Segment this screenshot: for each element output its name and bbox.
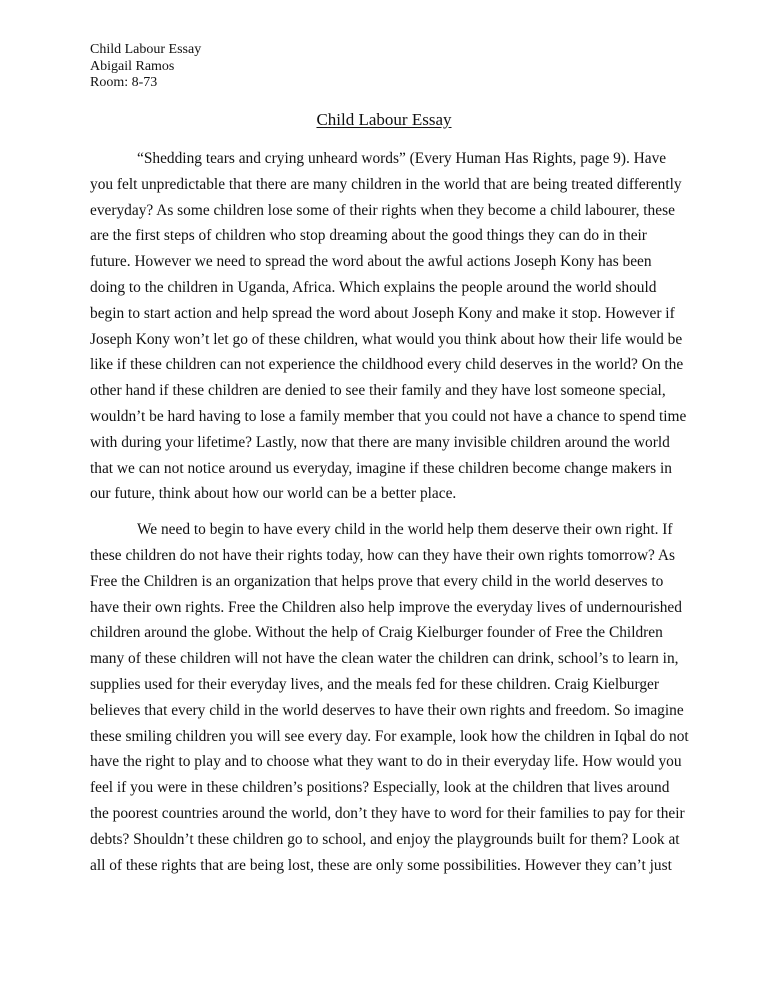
text-line: all of these rights that are being lost, these are only some possibilities. However they can’t just — [90, 856, 672, 874]
text-line: doing to the children in Uganda, Africa. Which explains the people around the world should — [90, 278, 657, 296]
paragraph-2 — [90, 517, 690, 878]
text-line: believes that every child in the world deserves to have their own rights and freedom. So imagine — [90, 701, 684, 719]
text-line: “Shedding tears and crying unheard words” (Every Human Has Rights, page 9). Have — [137, 150, 667, 167]
text-line: supplies used for their everyday lives, and the meals fed for these children. Craig Kielburger — [90, 675, 659, 693]
text-line: We need to begin to have every child in the world help them deserve their own right. If — [137, 521, 673, 539]
header-room: Room: 8-73 — [90, 75, 158, 90]
text-line: Free the Children is an organization that helps prove that every child in the world deserves to — [90, 572, 664, 590]
document-header — [90, 42, 201, 92]
paragraph-1 — [90, 146, 690, 507]
text-line: begin to start action and help spread the word about Joseph Kony and make it stop. However if — [90, 304, 675, 322]
text-line: feel if you were in these children’s positions? Especially, look at the children that lives around — [90, 779, 670, 797]
header-author: Abigail Ramos — [90, 58, 175, 74]
text-line: many of these children will not have the clean water the children can drink, school’s to learn in, — [90, 650, 679, 668]
text-line: Joseph Kony won’t let go of these children, what would you think about how their life would be — [90, 330, 683, 348]
text-line: debts? Shouldn’t these children go to school, and enjoy the playgrounds built for them? Look at — [90, 830, 680, 848]
text-line: with during your lifetime? Lastly, now that there are many invisible children around the world — [90, 433, 670, 451]
text-line: these smiling children you will see every day. For example, look how the children in Iqbal do not — [90, 727, 689, 745]
text-line: have the right to play and to choose what they want to do in their everyday life. How would you — [90, 753, 682, 771]
text-line: these children do not have their rights today, how can they have their own rights tomorrow? As — [90, 546, 675, 564]
text-line: are the first steps of children who stop dreaming about the good things they can do in their — [90, 227, 647, 245]
text-line: that we can not notice around us everyday, imagine if these children become change makers in — [90, 459, 672, 477]
text-line: children around the globe. Without the help of Craig Kielburger founder of Free the Children — [90, 624, 663, 642]
essay-body — [90, 146, 690, 878]
text-line: wouldn’t be hard having to lose a family member that you could not have a chance to spend time — [90, 407, 687, 425]
essay-title-text: Child Labour Essay — [316, 110, 452, 129]
header-essay-name: Child Labour Essay — [90, 42, 202, 57]
text-line: you felt unpredictable that there are many children in the world that are being treated differently — [90, 175, 682, 193]
essay-title — [0, 108, 768, 132]
text-line: other hand if these children are denied to see their family and they have lost someone special, — [90, 382, 666, 400]
text-line: have their own rights. Free the Children also help improve the everyday lives of undernourished — [90, 598, 682, 616]
text-line: the poorest countries around the world, don’t they have to word for their families to pay for their — [90, 804, 685, 822]
paragraph-spacer — [90, 507, 690, 517]
text-line: everyday? As some children lose some of their rights when they become a child labourer, these — [90, 201, 675, 219]
text-line: like if these children can not experience the childhood every child deserves in the world? On the — [90, 356, 684, 374]
text-line: future. However we need to spread the word about the awful actions Joseph Kony has been — [90, 253, 652, 271]
text-line: our future, think about how our world can be a better place. — [90, 485, 457, 503]
